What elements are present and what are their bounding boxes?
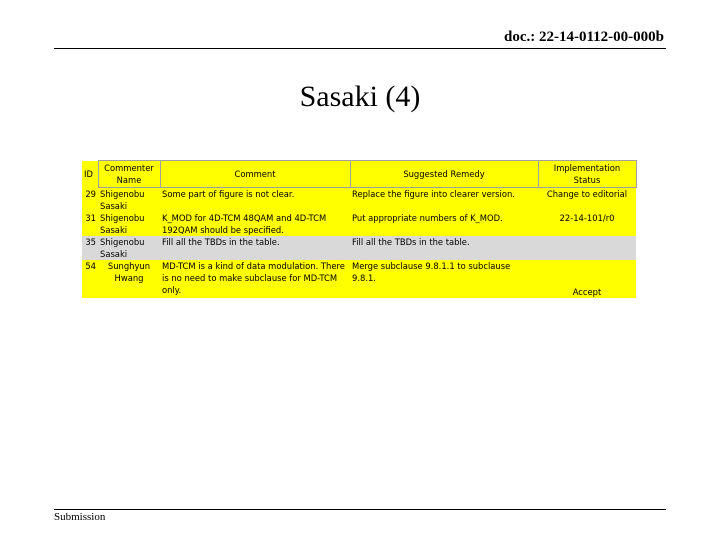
row-commenter: Shigenobu Sasaki xyxy=(98,188,160,213)
slide-title: Sasaki (4) xyxy=(299,80,421,113)
header-commenter-name: Commenter Name xyxy=(98,161,160,188)
row-comment: Fill all the TBDs in the table. xyxy=(160,236,350,260)
footer-divider xyxy=(54,509,666,510)
header-implementation-status: Implementation Status xyxy=(538,161,636,188)
row-commenter: Sunghyun Hwang xyxy=(98,260,160,298)
row-remedy: Put appropriate numbers of K_MOD. xyxy=(350,212,538,236)
table-row xyxy=(82,188,636,213)
header-suggested-remedy: Suggested Remedy xyxy=(350,161,538,188)
row-status: Change to editorial xyxy=(538,188,636,213)
comment-table xyxy=(82,160,637,298)
table-row xyxy=(82,212,636,236)
row-status: 22-14-101/r0 xyxy=(538,212,636,236)
table-header-row xyxy=(82,161,636,188)
row-commenter: Shigenobu Sasaki xyxy=(98,236,160,260)
row-commenter: Shigenobu Sasaki xyxy=(98,212,160,236)
row-id: 31 xyxy=(82,212,98,236)
row-remedy: Replace the figure into clearer version. xyxy=(350,188,538,213)
header-comment: Comment xyxy=(160,161,350,188)
row-id: 29 xyxy=(82,188,98,213)
row-comment: Some part of figure is not clear. xyxy=(160,188,350,213)
row-comment: K_MOD for 4D-TCM 48QAM and 4D-TCM 192QAM should be specified. xyxy=(160,212,350,236)
table-row xyxy=(82,236,636,260)
header-id: ID xyxy=(82,161,98,188)
document-id: doc.: 22-14-0112-00-000b xyxy=(504,29,664,45)
row-remedy: Merge subclause 9.8.1.1 to subclause 9.8.1. xyxy=(350,260,538,298)
row-remedy: Fill all the TBDs in the table. xyxy=(350,236,538,260)
row-id: 35 xyxy=(82,236,98,260)
footer-label: Submission xyxy=(54,511,106,523)
table-row xyxy=(82,260,636,298)
row-status xyxy=(538,236,636,260)
row-id: 54 xyxy=(82,260,98,298)
header-divider xyxy=(54,48,666,49)
row-comment: MD-TCM is a kind of data modulation. There is no need to make subclause for MD-TCM only. xyxy=(160,260,350,298)
row-status: Accept xyxy=(538,260,636,298)
